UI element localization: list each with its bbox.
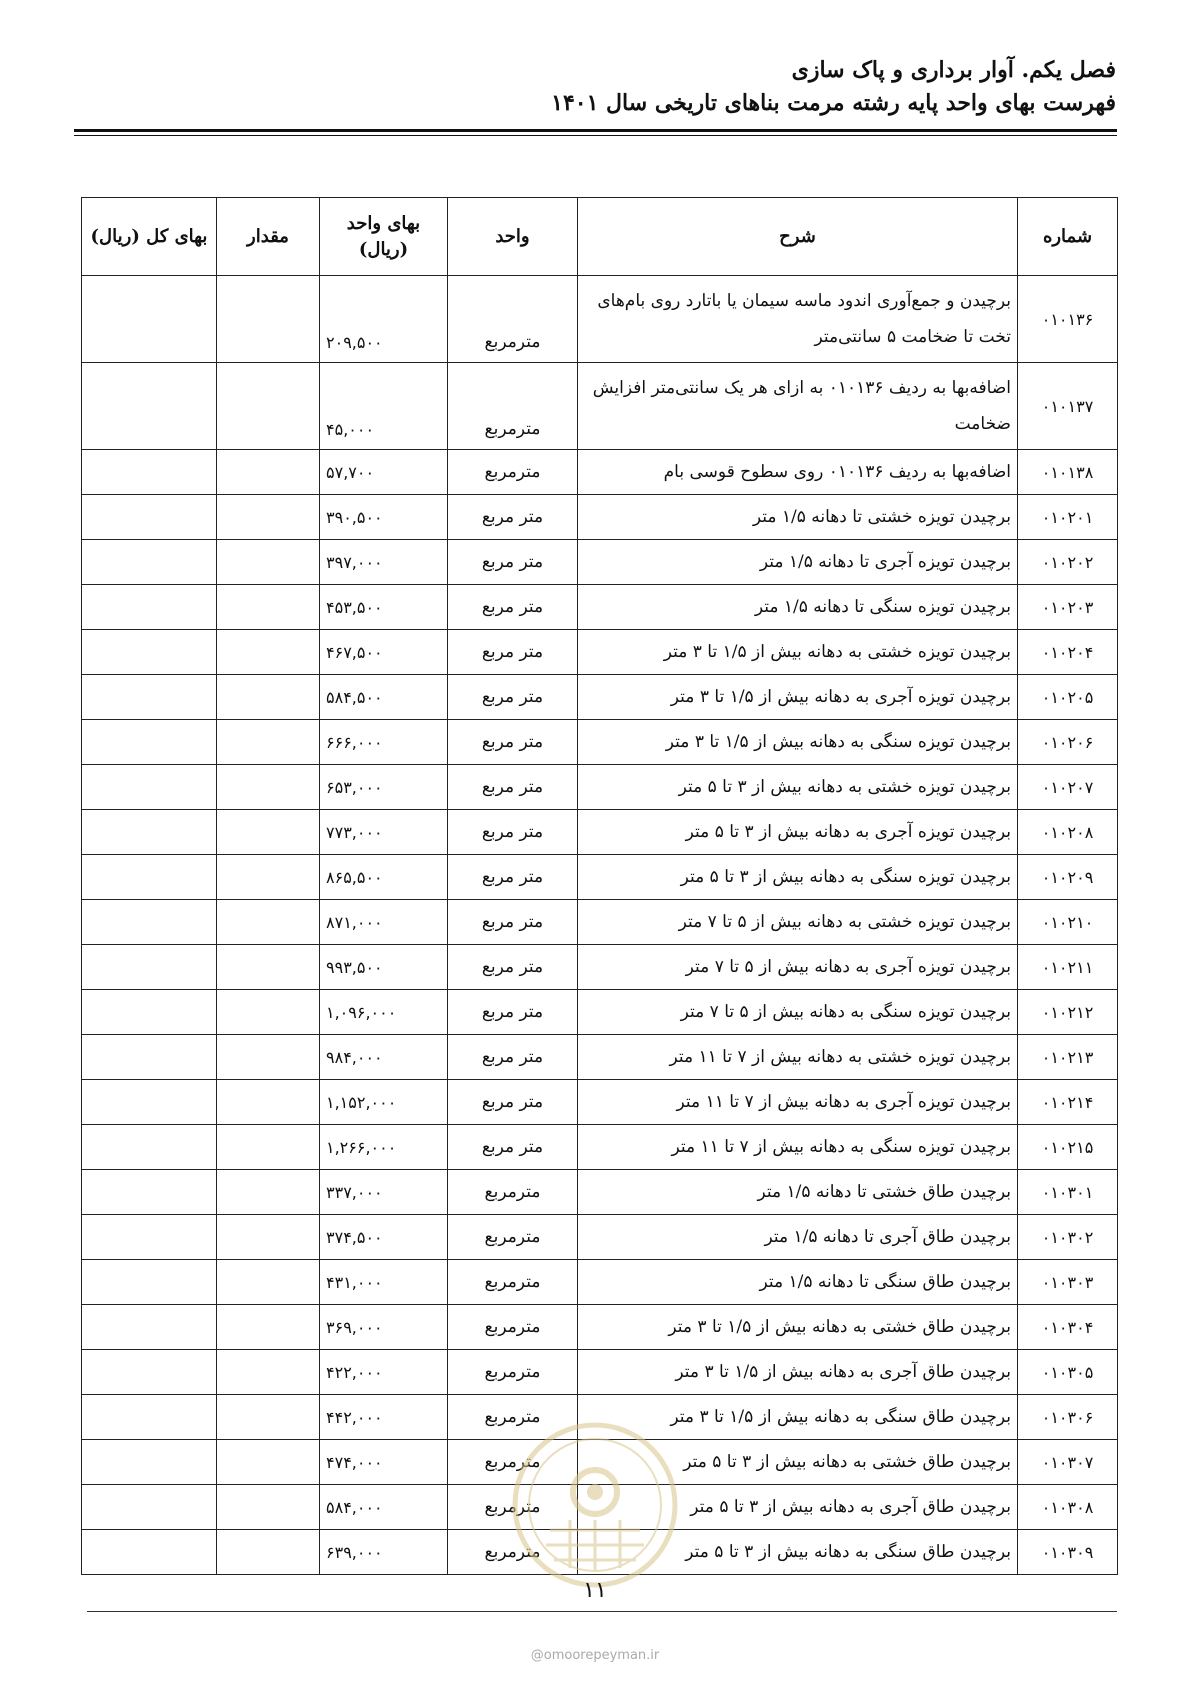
row-total [82,1395,217,1440]
row-unit-price: ۹۹۳,۵۰۰ [320,945,448,990]
col-header-unit-price: بهای واحد (ریال) [320,198,448,276]
table-row [82,720,1118,765]
row-quantity [217,1170,320,1215]
row-description: برچیدن و جمع‌آوری اندود ماسه سیمان یا باتارد روی بام‌های تخت تا ضخامت ۵ سانتی‌متر [578,276,1018,363]
row-description: برچیدن طاق آجری به دهانه بیش از ۱/۵ تا ۳ متر [578,1350,1018,1395]
table-row [82,450,1118,495]
row-unit: متر مربع [448,540,578,585]
row-quantity [217,810,320,855]
row-description: برچیدن طاق خشتی به دهانه بیش از ۱/۵ تا ۳ متر [578,1305,1018,1350]
row-total [82,1350,217,1395]
row-total [82,630,217,675]
row-total [82,1215,217,1260]
row-unit: متر مربع [448,495,578,540]
header-rule-thick [74,129,1117,132]
table-row [82,540,1118,585]
row-total [82,540,217,585]
row-total [82,276,217,363]
table-row [82,675,1118,720]
row-description: برچیدن تویزه آجری به دهانه بیش از ۳ تا ۵ متر [578,810,1018,855]
row-quantity [217,1215,320,1260]
row-unit-price: ۴۵,۰۰۰ [320,363,448,450]
row-unit: مترمربع [448,1440,578,1485]
row-quantity [217,1080,320,1125]
row-unit-price: ۱,۱۵۲,۰۰۰ [320,1080,448,1125]
row-unit-price: ۴۳۱,۰۰۰ [320,1260,448,1305]
row-total [82,1485,217,1530]
row-unit: مترمربع [448,363,578,450]
row-unit-price: ۴۶۷,۵۰۰ [320,630,448,675]
price-table [81,197,1118,1575]
row-total [82,363,217,450]
row-total [82,945,217,990]
row-unit: متر مربع [448,855,578,900]
row-code: ۰۱۰۳۰۷ [1018,1440,1118,1485]
row-code: ۰۱۰۲۱۲ [1018,990,1118,1035]
row-quantity [217,1440,320,1485]
row-quantity [217,450,320,495]
row-code: ۰۱۰۲۰۳ [1018,585,1118,630]
row-quantity [217,1395,320,1440]
col-header-desc: شرح [578,198,1018,276]
row-total [82,810,217,855]
table-row [82,945,1118,990]
row-description: برچیدن تویزه خشتی به دهانه بیش از ۳ تا ۵ متر [578,765,1018,810]
row-total [82,450,217,495]
row-code: ۰۱۰۲۱۴ [1018,1080,1118,1125]
row-code: ۰۱۰۱۳۸ [1018,450,1118,495]
row-unit-price: ۵۷,۷۰۰ [320,450,448,495]
row-unit-price: ۷۷۳,۰۰۰ [320,810,448,855]
row-code: ۰۱۰۲۰۵ [1018,675,1118,720]
row-unit: متر مربع [448,1080,578,1125]
footer-rule [87,1611,1117,1612]
row-description: برچیدن طاق آجری تا دهانه ۱/۵ متر [578,1215,1018,1260]
table-row [82,855,1118,900]
row-description: برچیدن تویزه آجری به دهانه بیش از ۱/۵ تا ۳ متر [578,675,1018,720]
row-total [82,990,217,1035]
row-description: برچیدن تویزه خشتی به دهانه بیش از ۱/۵ تا ۳ متر [578,630,1018,675]
row-code: ۰۱۰۳۰۴ [1018,1305,1118,1350]
row-total [82,855,217,900]
row-unit-price: ۴۴۲,۰۰۰ [320,1395,448,1440]
row-description: برچیدن تویزه آجری تا دهانه ۱/۵ متر [578,540,1018,585]
row-total [82,1440,217,1485]
table-row [82,1350,1118,1395]
row-code: ۰۱۰۲۱۱ [1018,945,1118,990]
row-quantity [217,495,320,540]
row-total [82,1035,217,1080]
row-unit-price: ۸۷۱,۰۰۰ [320,900,448,945]
row-quantity [217,945,320,990]
row-total [82,495,217,540]
table-row [82,765,1118,810]
table-header-row [82,198,1118,276]
row-quantity [217,765,320,810]
col-header-qty: مقدار [217,198,320,276]
row-description: برچیدن تویزه سنگی تا دهانه ۱/۵ متر [578,585,1018,630]
row-unit-price: ۶۵۳,۰۰۰ [320,765,448,810]
row-unit: متر مربع [448,720,578,765]
row-total [82,675,217,720]
row-unit-price: ۴۷۴,۰۰۰ [320,1440,448,1485]
row-code: ۰۱۰۳۰۲ [1018,1215,1118,1260]
chapter-title: فصل یکم. آوار برداری و پاک سازی [791,57,1116,83]
row-unit-price: ۳۹۰,۵۰۰ [320,495,448,540]
row-unit: متر مربع [448,990,578,1035]
row-description: برچیدن تویزه آجری به دهانه بیش از ۵ تا ۷ متر [578,945,1018,990]
row-unit-price: ۴۲۲,۰۰۰ [320,1350,448,1395]
row-description: برچیدن طاق سنگی به دهانه بیش از ۱/۵ تا ۳ متر [578,1395,1018,1440]
table-body [82,276,1118,1575]
row-description: برچیدن تویزه سنگی به دهانه بیش از ۷ تا ۱۱ متر [578,1125,1018,1170]
row-code: ۰۱۰۳۰۹ [1018,1530,1118,1575]
row-description: برچیدن تویزه سنگی به دهانه بیش از ۱/۵ تا ۳ متر [578,720,1018,765]
row-quantity [217,1035,320,1080]
table-row [82,276,1118,363]
row-quantity [217,1125,320,1170]
row-total [82,1125,217,1170]
table-row [82,1215,1118,1260]
row-quantity [217,363,320,450]
row-code: ۰۱۰۲۰۴ [1018,630,1118,675]
table-row [82,810,1118,855]
row-unit-price: ۸۶۵,۵۰۰ [320,855,448,900]
row-code: ۰۱۰۳۰۳ [1018,1260,1118,1305]
row-description: برچیدن طاق آجری به دهانه بیش از ۳ تا ۵ متر [578,1485,1018,1530]
row-description: اضافه‌بها به ردیف ۰۱۰۱۳۶ به ازای هر یک سانتی‌متر افزایش ضخامت [578,363,1018,450]
row-quantity [217,1530,320,1575]
row-unit: مترمربع [448,1305,578,1350]
row-unit: مترمربع [448,1485,578,1530]
row-code: ۰۱۰۲۰۲ [1018,540,1118,585]
row-unit: متر مربع [448,675,578,720]
row-quantity [217,276,320,363]
page-number: ۱۱ [583,1578,607,1603]
row-unit: مترمربع [448,276,578,363]
table-row [82,630,1118,675]
row-code: ۰۱۰۲۰۱ [1018,495,1118,540]
row-unit-price: ۱,۰۹۶,۰۰۰ [320,990,448,1035]
row-unit-price: ۳۳۷,۰۰۰ [320,1170,448,1215]
row-code: ۰۱۰۳۰۶ [1018,1395,1118,1440]
row-code: ۰۱۰۲۰۸ [1018,810,1118,855]
table-row [82,990,1118,1035]
row-unit: مترمربع [448,450,578,495]
row-description: برچیدن تویزه خشتی به دهانه بیش از ۵ تا ۷ متر [578,900,1018,945]
row-unit: متر مربع [448,765,578,810]
table-row [82,1395,1118,1440]
row-unit-price: ۹۸۴,۰۰۰ [320,1035,448,1080]
row-unit: مترمربع [448,1260,578,1305]
row-code: ۰۱۰۲۰۷ [1018,765,1118,810]
row-total [82,585,217,630]
row-total [82,720,217,765]
row-unit: مترمربع [448,1350,578,1395]
row-description: اضافه‌بها به ردیف ۰۱۰۱۳۶ روی سطوح قوسی بام [578,450,1018,495]
row-unit: متر مربع [448,1035,578,1080]
row-quantity [217,990,320,1035]
row-unit: متر مربع [448,810,578,855]
document-subtitle: فهرست بهای واحد پایه رشته مرمت بناهای تاریخی سال ۱۴۰۱ [551,90,1116,116]
row-quantity [217,675,320,720]
row-code: ۰۱۰۲۱۵ [1018,1125,1118,1170]
page-header [71,54,1116,120]
row-code: ۰۱۰۲۱۰ [1018,900,1118,945]
row-total [82,1260,217,1305]
row-code: ۰۱۰۳۰۸ [1018,1485,1118,1530]
col-header-code: شماره [1018,198,1118,276]
row-unit-price: ۳۷۴,۵۰۰ [320,1215,448,1260]
table-row [82,1170,1118,1215]
row-unit-price: ۵۸۴,۰۰۰ [320,1485,448,1530]
row-unit: مترمربع [448,1215,578,1260]
row-unit-price: ۶۳۹,۰۰۰ [320,1530,448,1575]
row-unit: مترمربع [448,1395,578,1440]
row-quantity [217,1350,320,1395]
header-rule-thin [74,135,1117,136]
row-description: برچیدن تویزه خشتی به دهانه بیش از ۷ تا ۱۱ متر [578,1035,1018,1080]
row-total [82,1530,217,1575]
col-header-unit: واحد [448,198,578,276]
row-unit: متر مربع [448,945,578,990]
row-quantity [217,1485,320,1530]
table-row [82,363,1118,450]
row-quantity [217,540,320,585]
row-unit: متر مربع [448,900,578,945]
table-row [82,900,1118,945]
col-header-total: بهای کل (ریال) [82,198,217,276]
row-description: برچیدن طاق خشتی تا دهانه ۱/۵ متر [578,1170,1018,1215]
row-unit-price: ۳۹۷,۰۰۰ [320,540,448,585]
row-code: ۰۱۰۲۱۳ [1018,1035,1118,1080]
row-code: ۰۱۰۳۰۵ [1018,1350,1118,1395]
table-row [82,1260,1118,1305]
row-total [82,1170,217,1215]
row-description: برچیدن طاق سنگی به دهانه بیش از ۳ تا ۵ متر [578,1530,1018,1575]
row-quantity [217,900,320,945]
row-code: ۰۱۰۱۳۶ [1018,276,1118,363]
row-description: برچیدن تویزه سنگی به دهانه بیش از ۳ تا ۵ متر [578,855,1018,900]
row-total [82,765,217,810]
row-quantity [217,1305,320,1350]
row-quantity [217,630,320,675]
row-unit: مترمربع [448,1170,578,1215]
row-quantity [217,720,320,765]
table-row [82,1485,1118,1530]
table-row [82,585,1118,630]
row-unit-price: ۴۵۳,۵۰۰ [320,585,448,630]
row-quantity [217,585,320,630]
row-code: ۰۱۰۲۰۶ [1018,720,1118,765]
table-row [82,1035,1118,1080]
row-description: برچیدن تویزه سنگی به دهانه بیش از ۵ تا ۷ متر [578,990,1018,1035]
table-row [82,1530,1118,1575]
table-row [82,1305,1118,1350]
row-code: ۰۱۰۳۰۱ [1018,1170,1118,1215]
row-description: برچیدن تویزه آجری به دهانه بیش از ۷ تا ۱۱ متر [578,1080,1018,1125]
row-description: برچیدن طاق سنگی تا دهانه ۱/۵ متر [578,1260,1018,1305]
row-unit-price: ۳۶۹,۰۰۰ [320,1305,448,1350]
row-unit-price: ۵۸۴,۵۰۰ [320,675,448,720]
row-code: ۰۱۰۲۰۹ [1018,855,1118,900]
row-quantity [217,855,320,900]
row-unit: متر مربع [448,585,578,630]
table-row [82,1125,1118,1170]
row-description: برچیدن تویزه خشتی تا دهانه ۱/۵ متر [578,495,1018,540]
row-quantity [217,1260,320,1305]
table-row [82,1080,1118,1125]
row-unit-price: ۱,۲۶۶,۰۰۰ [320,1125,448,1170]
row-code: ۰۱۰۱۳۷ [1018,363,1118,450]
row-unit: مترمربع [448,1530,578,1575]
row-total [82,1080,217,1125]
row-total [82,1305,217,1350]
table-row [82,495,1118,540]
table-row [82,1440,1118,1485]
row-description: برچیدن طاق خشتی به دهانه بیش از ۳ تا ۵ متر [578,1440,1018,1485]
row-total [82,900,217,945]
row-unit-price: ۶۶۶,۰۰۰ [320,720,448,765]
row-unit: متر مربع [448,1125,578,1170]
row-unit-price: ۲۰۹,۵۰۰ [320,276,448,363]
row-unit: متر مربع [448,630,578,675]
website-watermark: @omoorepeyman.ir [530,1648,660,1663]
